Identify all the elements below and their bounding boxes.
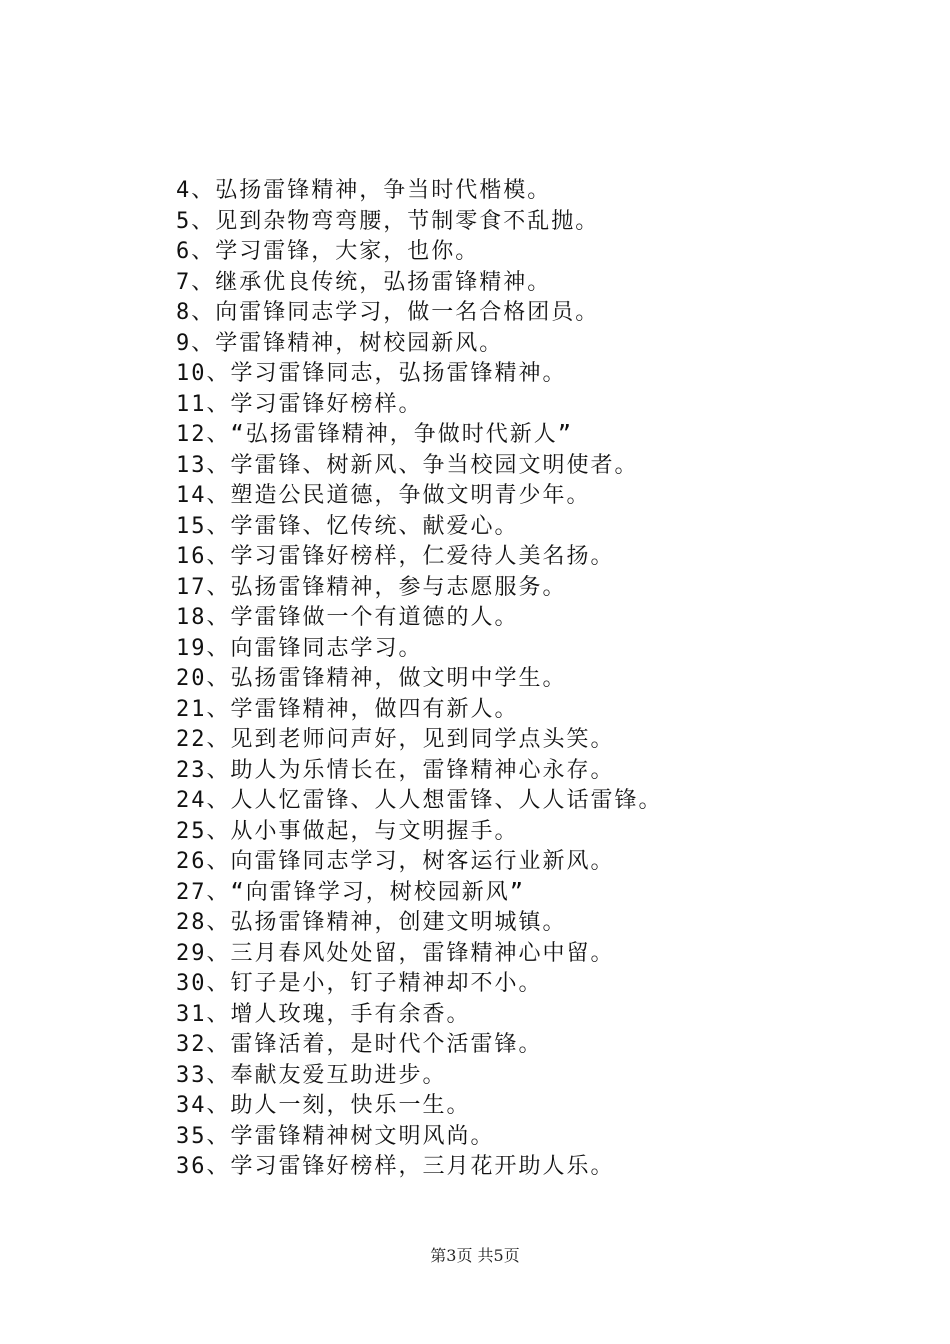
list-item: 13、学雷锋、树新风、争当校园文明使者。: [176, 452, 639, 478]
list-item: 15、学雷锋、忆传统、献爱心。: [176, 513, 519, 539]
list-item: 24、人人忆雷锋、人人想雷锋、人人话雷锋。: [176, 788, 663, 813]
list-item: 18、学雷锋做一个有道德的人。: [176, 605, 519, 630]
list-item: 32、雷锋活着，是时代个活雷锋。: [176, 1032, 543, 1057]
list-item: 36、学习雷锋好榜样，三月花开助人乐。: [176, 1154, 615, 1179]
list-item: 9、学雷锋精神，树校园新风。: [176, 330, 504, 356]
list-item: 35、学雷锋精神树文明风尚。: [176, 1123, 495, 1149]
slogan-list: [176, 176, 916, 1183]
list-item: 21、学雷锋精神，做四有新人。: [176, 696, 519, 722]
list-item: 12、“弘扬雷锋精神，争做时代新人”: [176, 422, 573, 447]
list-item: 30、钉子是小，钉子精神却不小。: [176, 971, 543, 996]
list-item: 5、见到杂物弯弯腰，节制零食不乱抛。: [176, 208, 600, 234]
list-item: 27、“向雷锋学习，树校园新风”: [176, 879, 525, 905]
list-item: 7、继承优良传统，弘扬雷锋精神。: [176, 269, 552, 295]
list-item: 4、弘扬雷锋精神，争当时代楷模。: [176, 178, 552, 203]
list-item: 19、向雷锋同志学习。: [176, 635, 423, 661]
list-item: 33、奉献友爱互助进步。: [176, 1062, 447, 1088]
list-item: 11、学习雷锋好榜样。: [176, 391, 423, 417]
list-item: 29、三月春风处处留，雷锋精神心中留。: [176, 940, 615, 966]
list-item: 14、塑造公民道德，争做文明青少年。: [176, 483, 591, 508]
list-item: 8、向雷锋同志学习，做一名合格团员。: [176, 300, 600, 325]
list-item: 28、弘扬雷锋精神，创建文明城镇。: [176, 910, 567, 935]
list-item: 23、助人为乐情长在，雷锋精神心永存。: [176, 757, 615, 783]
list-item: 20、弘扬雷锋精神，做文明中学生。: [176, 666, 567, 691]
list-item: 17、弘扬雷锋精神，参与志愿服务。: [176, 574, 567, 600]
list-item: 10、学习雷锋同志，弘扬雷锋精神。: [176, 361, 567, 386]
list-item: 26、向雷锋同志学习，树客运行业新风。: [176, 849, 615, 874]
list-item: 6、学习雷锋，大家，也你。: [176, 239, 480, 264]
page-footer: 第3页 共5页: [430, 1246, 520, 1265]
list-item: 31、增人玫瑰，手有余香。: [176, 1001, 471, 1027]
list-item: 22、见到老师问声好，见到同学点头笑。: [176, 727, 615, 752]
list-item: 25、从小事做起，与文明握手。: [176, 818, 519, 844]
list-item: 16、学习雷锋好榜样，仁爱待人美名扬。: [176, 544, 615, 569]
list-item: 34、助人一刻，快乐一生。: [176, 1093, 471, 1118]
